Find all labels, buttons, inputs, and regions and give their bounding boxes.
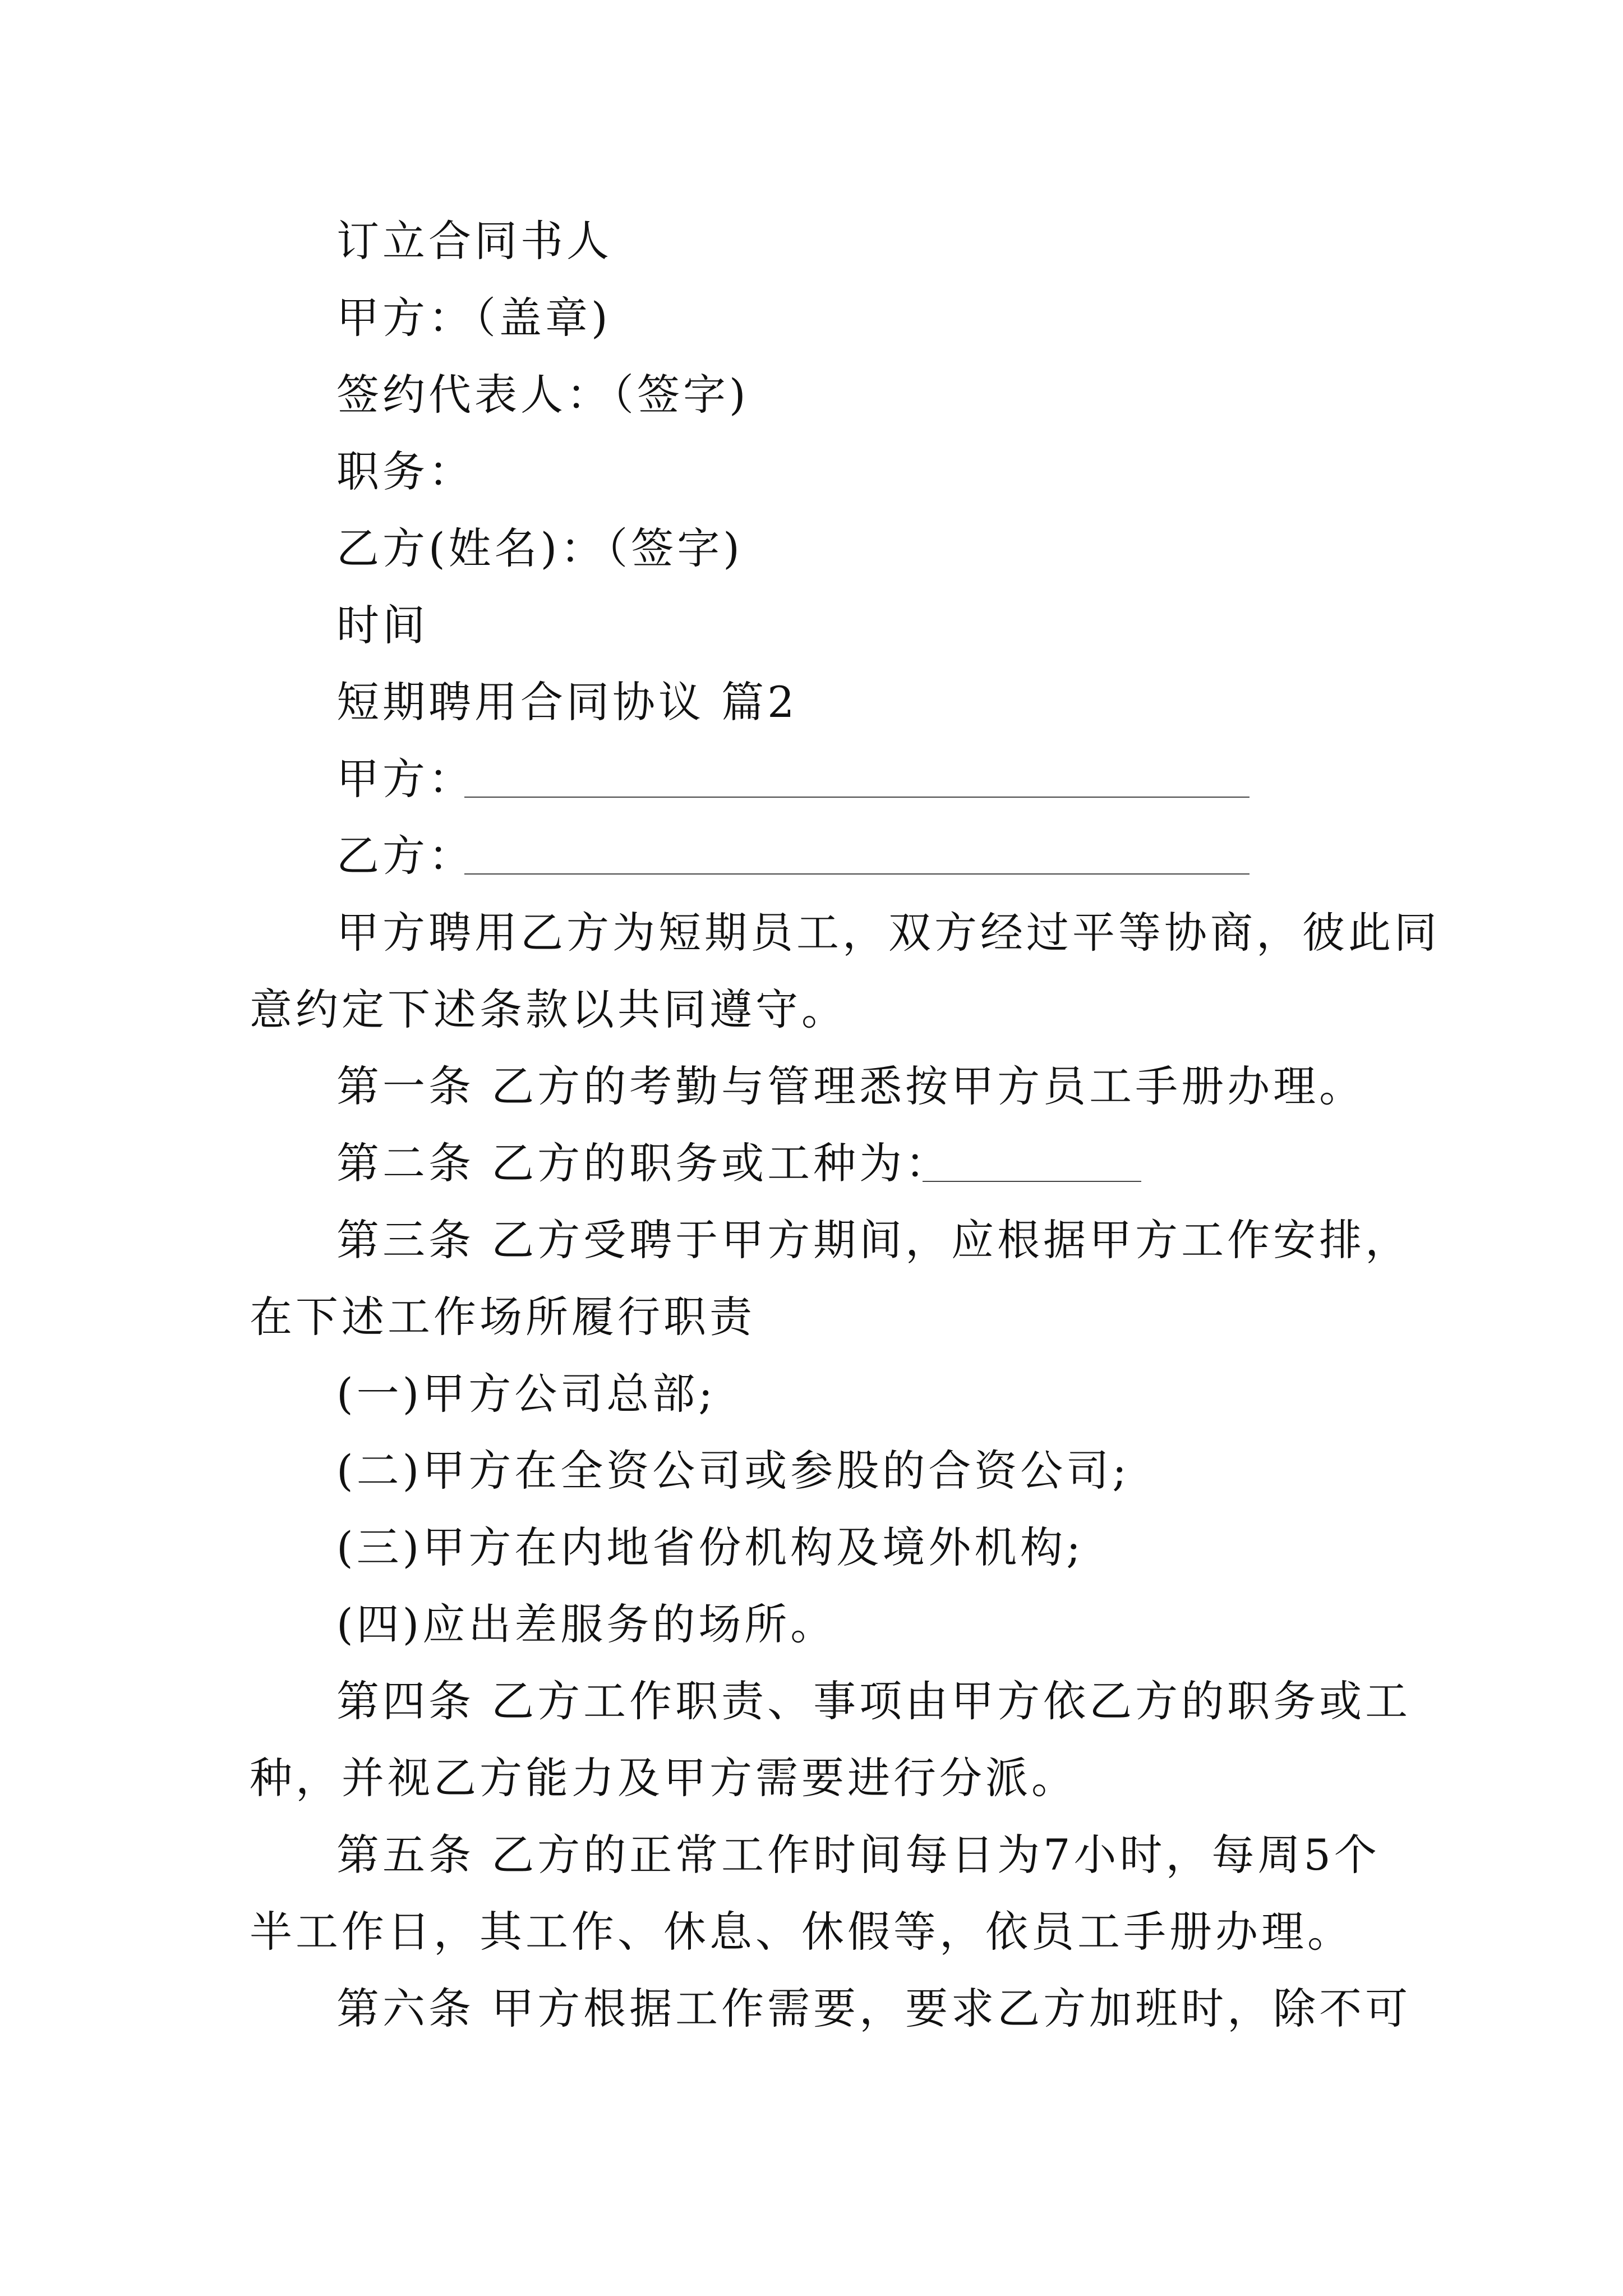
signatories-line: 订立合同书人	[336, 216, 612, 266]
article-2: 第二条 乙方的职务或工种为：	[336, 1138, 952, 1188]
article-4-line-2: 种，并视乙方能力及甲方需要进行分派。	[250, 1753, 1077, 1803]
time-line: 时间	[336, 600, 428, 650]
position-line: 职务：	[336, 447, 474, 496]
party-b-blank	[464, 873, 1249, 875]
article-3-item-1: (一)甲方公司总部;	[336, 1369, 716, 1419]
intro-line-2: 意约定下述条款以共同遵守。	[250, 984, 847, 1034]
article-3-item-3: (三)甲方在内地省份机构及境外机构;	[336, 1522, 1084, 1572]
article-3-item-2: (二)甲方在全资公司或参股的合资公司;	[336, 1446, 1130, 1496]
article-2-blank	[923, 1181, 1141, 1182]
article-3-line-1: 第三条 乙方受聘于甲方期间，应根据甲方工作安排，	[336, 1215, 1412, 1265]
party-a-seal-line: 甲方：（盖章)	[336, 293, 611, 343]
intro-line-1: 甲方聘用乙方为短期员工，双方经过平等协商，彼此同	[336, 908, 1440, 958]
article-6-line-1: 第六条 甲方根据工作需要，要求乙方加班时，除不可	[336, 1984, 1412, 2033]
party-a-label: 甲方：	[336, 754, 474, 804]
party-b-label: 乙方：	[336, 831, 474, 881]
article-3-item-4: (四)应出差服务的场所。	[336, 1599, 837, 1649]
party-a-blank	[464, 797, 1249, 798]
article-3-line-2: 在下述工作场所履行职责	[250, 1292, 755, 1342]
section-title: 短期聘用合同协议 篇2	[336, 677, 798, 727]
article-5-line-2: 半工作日，其工作、休息、休假等，依员工手册办理。	[250, 1907, 1353, 1957]
party-b-name-line: 乙方(姓名)：（签字)	[336, 523, 743, 573]
representative-line: 签约代表人：（签字)	[336, 370, 749, 420]
article-4-line-1: 第四条 乙方工作职责、事项由甲方依乙方的职务或工	[336, 1676, 1412, 1726]
article-1: 第一条 乙方的考勤与管理悉按甲方员工手册办理。	[336, 1061, 1366, 1111]
article-5-line-1: 第五条 乙方的正常工作时间每日为7小时，每周5个	[336, 1830, 1380, 1880]
